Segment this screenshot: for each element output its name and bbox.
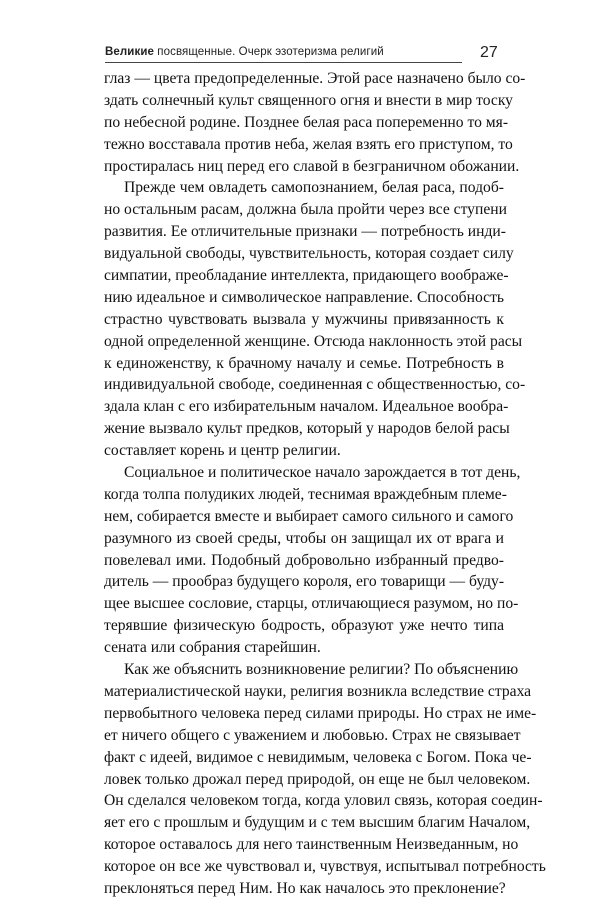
text-line: преклоняться перед Ним. Но как началось это преклонение? xyxy=(104,879,506,897)
paragraph xyxy=(104,659,546,900)
text-line: которое оставалось для него таинственным Неизведанным, но xyxy=(104,836,519,854)
paragraph xyxy=(104,462,521,659)
text-line: Прежде чем овладеть самопознанием, белая раса, подоб- xyxy=(124,179,504,197)
body-text xyxy=(104,68,546,900)
paragraph xyxy=(104,68,526,177)
text-line: одной определенной женщине. Отсюда наклонность этой расы xyxy=(104,332,523,350)
text-line: ловек только дрожал перед природой, он еще не был человеком. xyxy=(104,770,531,788)
text-line: яет его с прошлым и будущим и с тем высшим благим Началом, xyxy=(104,814,531,832)
text-line: повелевал ими. Подобный добровольно избранный предво- xyxy=(104,551,504,569)
text-line: материалистической науки, религия возникла вследствие страха xyxy=(104,682,532,700)
text-line: по небесной родине. Позднее белая раса попеременно то мя- xyxy=(104,113,509,131)
text-line: Он сделался человеком тогда, когда уловил связь, которая соедин- xyxy=(104,792,543,810)
running-header xyxy=(105,46,450,58)
text-line: ет ничего общего с уважением и любовью. Страх не связывает xyxy=(104,726,521,744)
text-line: здала клан с его избирательным началом. Идеальное вообра- xyxy=(104,398,509,416)
paragraph xyxy=(104,177,526,462)
text-line: тежно восставала против неба, желая взять его приступом, то xyxy=(104,135,513,153)
header-rule xyxy=(105,62,462,63)
text-line: глаз — цвета предопределенные. Этой расе назначено было со- xyxy=(104,70,526,87)
text-line: разумного из своей среды, чтобы он защищал их от врага и xyxy=(104,529,504,547)
page-number: 27 xyxy=(480,44,498,61)
text-line: симпатии, преобладание интеллекта, придающего воображе- xyxy=(104,267,509,285)
text-line: здать солнечный культ священного огня и внести в мир тоску xyxy=(104,91,513,109)
text-line: жение вызвало культ предков, который у народов белой расы xyxy=(104,420,510,438)
text-line: которое он все же чувствовал и, чувствуя, испытывал потребность xyxy=(104,858,546,876)
text-line: нию идеальное и символическое направление. Способность xyxy=(104,288,504,306)
running-header-first-word: Великие xyxy=(105,46,154,58)
text-line: терявшие физическую бодрость, образуют уже нечто типа xyxy=(104,617,504,635)
text-line: сената или собрания старейшин. xyxy=(104,639,321,657)
text-line: факт с идеей, видимое с невидимым, человека с Богом. Пока че- xyxy=(104,748,532,766)
text-line: простиралась ниц перед его славой в безграничном обожании. xyxy=(104,157,520,175)
text-line: видуальной свободы, чувствительность, которая создает силу xyxy=(104,245,514,263)
text-line: страстно чувствовать вызвала у мужчины привязанность к xyxy=(104,310,504,328)
text-line: нем, собирается вместе и выбирает самого сильного и самого xyxy=(104,507,514,525)
running-header-title: посвященные. Очерк эзотеризма религий xyxy=(154,46,384,58)
text-line: индивидуальной свободе, соединенная с общественностью, со- xyxy=(104,376,526,394)
text-line: Социальное и политическое начало зарождается в тот день, xyxy=(124,464,521,482)
text-line: Как же объяснить возникновение религии? По объяснению xyxy=(124,661,519,679)
text-line: развития. Ее отличительные признаки — потребность инди- xyxy=(104,223,506,241)
text-line: когда толпа полудиких людей, теснимая враждебным племе- xyxy=(104,485,507,503)
text-line: но остальным расам, должна была пройти через все ступени xyxy=(104,201,507,219)
text-line: дитель — прообраз будущего короля, его товарищи — буду- xyxy=(104,573,505,591)
text-line: к единоженству, к брачному началу и семье. Потребность в xyxy=(104,354,504,372)
text-line: составляет корень и центр религии. xyxy=(104,442,341,460)
text-line: щее высшее сословие, старцы, отличающиеся разумом, но по- xyxy=(104,595,519,613)
text-line: первобытного человека перед силами природы. Но страх не име- xyxy=(104,704,537,722)
